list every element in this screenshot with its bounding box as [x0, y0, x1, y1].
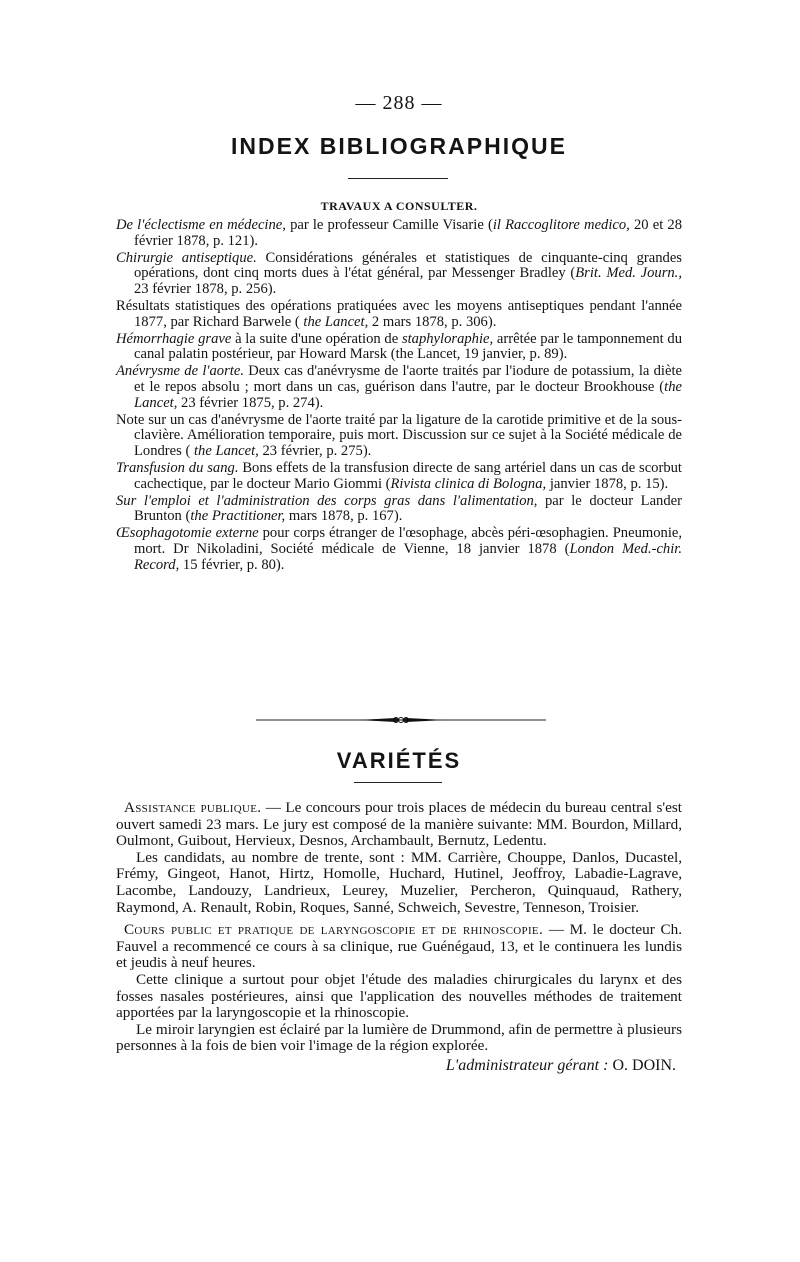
cours-heading: Cours public et pratique de laryngoscopie et de rhinoscopie. [124, 921, 544, 939]
reference-entry [116, 299, 682, 331]
reference-text: 2 mars 1878, p. 306). [368, 313, 497, 330]
reference-text: pour corps étranger de l'œsophage, abcès péri-œsophagien. Pneumonie, mort. Dr Nikoladini, Société médicale de Vienne, 18 janvier 1878 ( [134, 525, 683, 557]
reference-entry [116, 218, 682, 250]
reference-italic: il Raccoglitore medico, [492, 217, 630, 233]
assistance-text: — Le concours pour trois places de médecin du bureau central s'est ouvert samedi 23 mars. Le jury est composé de la manière suivante: MM. Bourdon, Millard, Oulmont, Guibout, Hervieux, Desnos, Archambault, Bernutz, Ledentu. [116, 799, 682, 850]
reference-text: à la suite d'une opération de [231, 330, 402, 347]
subtitle: TRAVAUX A CONSULTER. [320, 199, 478, 213]
varietes-body [116, 800, 682, 1075]
reference-italic: Anévrysme de l'aorte. [116, 363, 244, 380]
reference-italic: the Lancet, [134, 378, 682, 411]
varietes-rule [354, 782, 442, 783]
reference-text: par le professeur Camille Visarie ( [285, 217, 493, 233]
reference-text: Note sur un cas d'anévrysme de l'aorte traité par la ligature de la carotide primitive et de la sous-clavière. Amélioration temporaire, puis mort. Discussion sur ce sujet à la Société médicale de Londres ( [116, 411, 682, 460]
reference-italic: Chirurgie antiseptique. [116, 249, 257, 266]
cours-paragraph [116, 922, 682, 972]
reference-text: Bons effets de la transfusion directe de sang artériel dans un cas de scorbut cachectique, par le docteur Mario Giommi ( [134, 459, 682, 492]
reference-entry [116, 494, 682, 526]
reference-entry [116, 364, 682, 411]
reference-italic: the Practitioner, [190, 508, 286, 525]
signature-label: L'administrateur gérant : [445, 1056, 609, 1074]
reference-text: Considérations générales et statistiques de cinquante-cinq grandes opérations, dont cinq morts dues à l'état général, par Messenger Bradley ( [134, 249, 682, 282]
reference-text: arrêtée par le tamponnement du canal palatin postérieur, par Howard Marsk (the Lancet, 19 janvier, p. 89). [134, 330, 682, 363]
reference-text: janvier 1878, p. 15). [546, 475, 669, 492]
miroir-paragraph: Le miroir laryngien est éclairé par la lumière de Drummond, afin de permettre à plusieurs personnes à la fois de bien voir l'image de la région explorée. [116, 1020, 682, 1055]
reference-text: Résultats statistiques des opérations pratiquées avec les moyens antiseptiques pendant l'année 1877, par Richard Barwele ( [116, 297, 682, 330]
clinique-paragraph: Cette clinique a surtout pour objet l'étude des maladies chirurgicales du larynx et des fosses nasales postérieures, ainsi que l'application des nouvelles méthodes de traitement apportées par la laryngoscopie et la rhinoscopie. [116, 970, 682, 1022]
signature-name: O. DOIN. [612, 1056, 676, 1074]
reference-text: 15 février, p. 80). [179, 556, 285, 573]
reference-text: 23 février, p. 275). [258, 443, 372, 460]
section-ornament [256, 716, 546, 724]
reference-italic: staphyloraphie, [401, 330, 494, 347]
reference-italic: Œsophagotomie externe [116, 525, 259, 542]
reference-italic: Transfusion du sang. [116, 459, 239, 476]
reference-text: mars 1878, p. 167). [285, 508, 403, 525]
reference-text: Deux cas d'anévrysme de l'aorte traités par l'iodure de potassium, la diète et le repos absolu ; mort dans un cas, guérison dans l'autre, par le docteur Brookhouse ( [134, 363, 682, 395]
candidates-paragraph: Les candidats, au nombre de trente, sont : MM. Carrière, Chouppe, Danlos, Ducastel, Frémy, Gingeot, Hanot, Hirtz, Homolle, Huchard, Hutinel, Jeoffroy, Labadie-Lagrave, Lacombe, Landouzy, Landrieux, Leurey, Muzelier, Percheron, Quinquaud, Rathery, Raymond, A. Renault, Robin, Roques, Sanné, Schweich, Sevestre, Tenneson, Troisier. [116, 848, 682, 916]
page-number: — 288 — [355, 92, 443, 114]
reference-italic: the Lancet, [303, 313, 369, 330]
assistance-heading: Assistance publique. [124, 799, 262, 816]
varietes-title: VARIÉTÉS [336, 748, 462, 773]
reference-entry [116, 526, 682, 573]
reference-text: 23 février 1878, p. 256). [134, 281, 277, 298]
title-rule [348, 178, 448, 179]
reference-italic: London Med.-chir. Record, [134, 540, 682, 573]
reference-entry [116, 413, 682, 460]
reference-italic: Hémorrhagie grave [116, 330, 232, 347]
reference-text: 20 et 28 février 1878, p. 121). [134, 217, 682, 249]
signature [116, 1057, 682, 1075]
reference-italic: Sur l'emploi et l'administration des corps gras dans l'alimentation, [116, 492, 538, 509]
reference-entry [116, 461, 682, 493]
index-title: INDEX BIBLIOGRAPHIQUE [231, 133, 567, 159]
reference-italic: De l'éclectisme en médecine, [116, 217, 286, 233]
reference-italic: the Lancet, [193, 443, 259, 460]
reference-italic: Rivista clinica di Bologna, [390, 475, 547, 492]
reference-entry [116, 251, 682, 298]
reference-entry [116, 332, 682, 364]
reference-italic: Brit. Med. Journ., [575, 265, 682, 282]
cours-text: — M. le docteur Ch. Fauvel a recommencé ce cours à sa clinique, rue Guénégaud, 13, et le continuera les lundis et jeudis à neuf heures. [116, 921, 682, 972]
reference-text: par le docteur Lander Brunton ( [134, 492, 682, 525]
reference-text: 23 février 1875, p. 274). [177, 394, 324, 411]
reference-list [116, 218, 682, 575]
assistance-paragraph [116, 800, 682, 850]
